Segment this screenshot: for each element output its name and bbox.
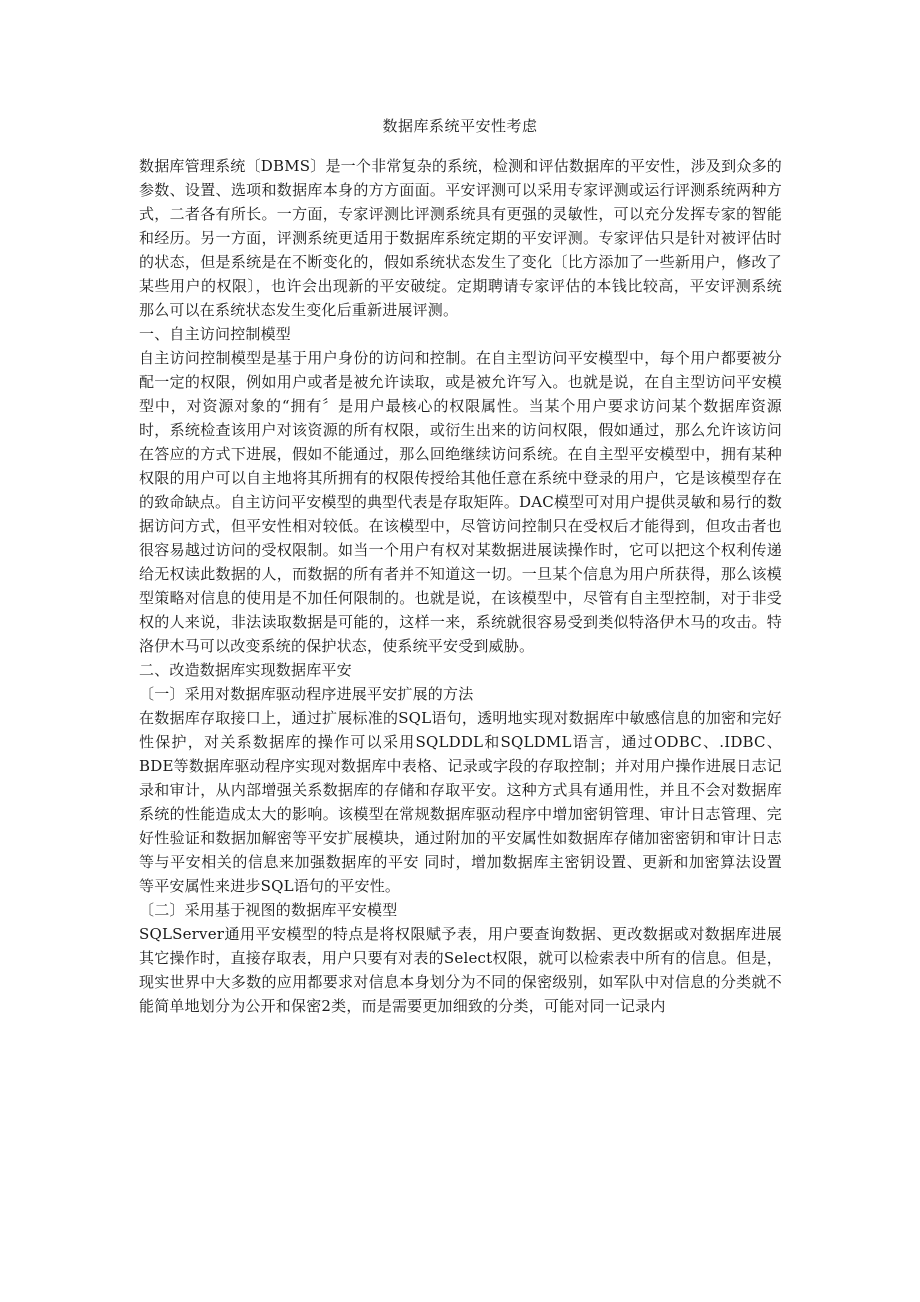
section-heading-2: 二、改造数据库实现数据库平安: [139, 661, 352, 679]
paragraph-dac: 自主访问控制模型是基于用户身份的访问和控制。在自主型访问平安模型中，每个用户都要被分配一定的权限，例如用户或者是被允许读取，或是被允许写入。也就是说，在自主型访问平安模型中，对资源对象的“拥有〞是用户最核心的权限属性。当某个用户要求访问某个数据库资源时，系统检查该用户对该资源的所有权限，或衍生出来的访问权限，假如通过，那么允许该访问在答应的方式下进展，假如不能通过，那么回绝继续访问系统。在自主型平安模型中，拥有某种权限的用户可以自主地将其所拥有的权限传授给其他任意在系统中登录的用户，它是该模型存在的致命缺点。自主访问平安模型的典型代表是存取矩阵。DAC模型可对用户提供灵敏和易行的数据访问方式，但平安性相对较低。在该模型中，尽管访问控制只在受权后才能得到，但攻击者也很容易越过访问的受权限制。如当一个用户有权对某数据进展读操作时，它可以把这个权利传递给无权读此数据的人，而数据的所有者并不知道这一切。一旦某个信息为用户所获得，那么该模型策略对信息的使用是不加任何限制的。也就是说，在该模型中，尽管有自主型控制，对于非受权的人来说，非法读取数据是可能的，这样一来，系统就很容易受到类似特洛伊木马的攻击。特洛伊木马可以改变系统的保护状态，使系统平安受到威胁。: [139, 349, 782, 655]
document-body: [139, 154, 782, 1018]
subsection-heading-2: 〔二〕采用基于视图的数据库平安模型: [139, 901, 398, 919]
paragraph-intro: 数据库管理系统〔DBMS〕是一个非常复杂的系统，检测和评估数据库的平安性，涉及到众多的参数、设置、选项和数据库本身的方方面面。平安评测可以采用专家评测或运行评测系统两种方式，二者各有所长。一方面，专家评测比评测系统具有更强的灵敏性，可以充分发挥专家的智能和经历。另一方面，评测系统更适用于数据库系统定期的平安评测。专家评估只是针对被评估时的状态，但是系统是在不断变化的，假如系统状态发生了变化〔比方添加了一些新用户，修改了某些用户的权限〕，也许会出现新的平安破绽。定期聘请专家评估的本钱比较高，平安评测系统那么可以在系统状态发生变化后重新进展评测。: [139, 157, 782, 319]
paragraph-view-model: SQLServer通用平安模型的特点是将权限赋予表，用户要查询数据、更改数据或对数据库进展其它操作时，直接存取表，用户只要有对表的Select权限，就可以检索表中所有的信息。但是，现实世界中大多数的应用都要求对信息本身划分为不同的保密级别，如军队中对信息的分类就不能简单地划分为公开和保密2类，而是需要更加细致的分类，可能对同一记录内: [139, 925, 782, 1015]
subsection-heading-1: 〔一〕采用对数据库驱动程序进展平安扩展的方法: [139, 685, 474, 703]
section-heading-1: 一、自主访问控制模型: [139, 325, 292, 343]
paragraph-driver-extension: 在数据库存取接口上，通过扩展标准的SQL语句，透明地实现对数据库中敏感信息的加密和完好性保护，对关系数据库的操作可以采用SQLDDL和SQLDML语言，通过ODBC、.IDBC、BDE等数据库驱动程序实现对数据库中表格、记录或字段的存取控制；并对用户操作进展日志记录和审计，从内部增强关系数据库的存储和存取平安。这种方式具有通用性，并且不会对数据库系统的性能造成太大的影响。该模型在常规数据库驱动程序中增加密钥管理、审计日志管理、完好性验证和数据加解密等平安扩展模块，通过附加的平安属性如数据库存储加密密钥和审计日志等与平安相关的信息来加强数据库的平安 同时，增加数据库主密钥设置、更新和加密算法设置等平安属性来进步SQL语句的平安性。: [139, 709, 782, 895]
document-title: 数据库系统平安性考虑: [382, 117, 538, 135]
